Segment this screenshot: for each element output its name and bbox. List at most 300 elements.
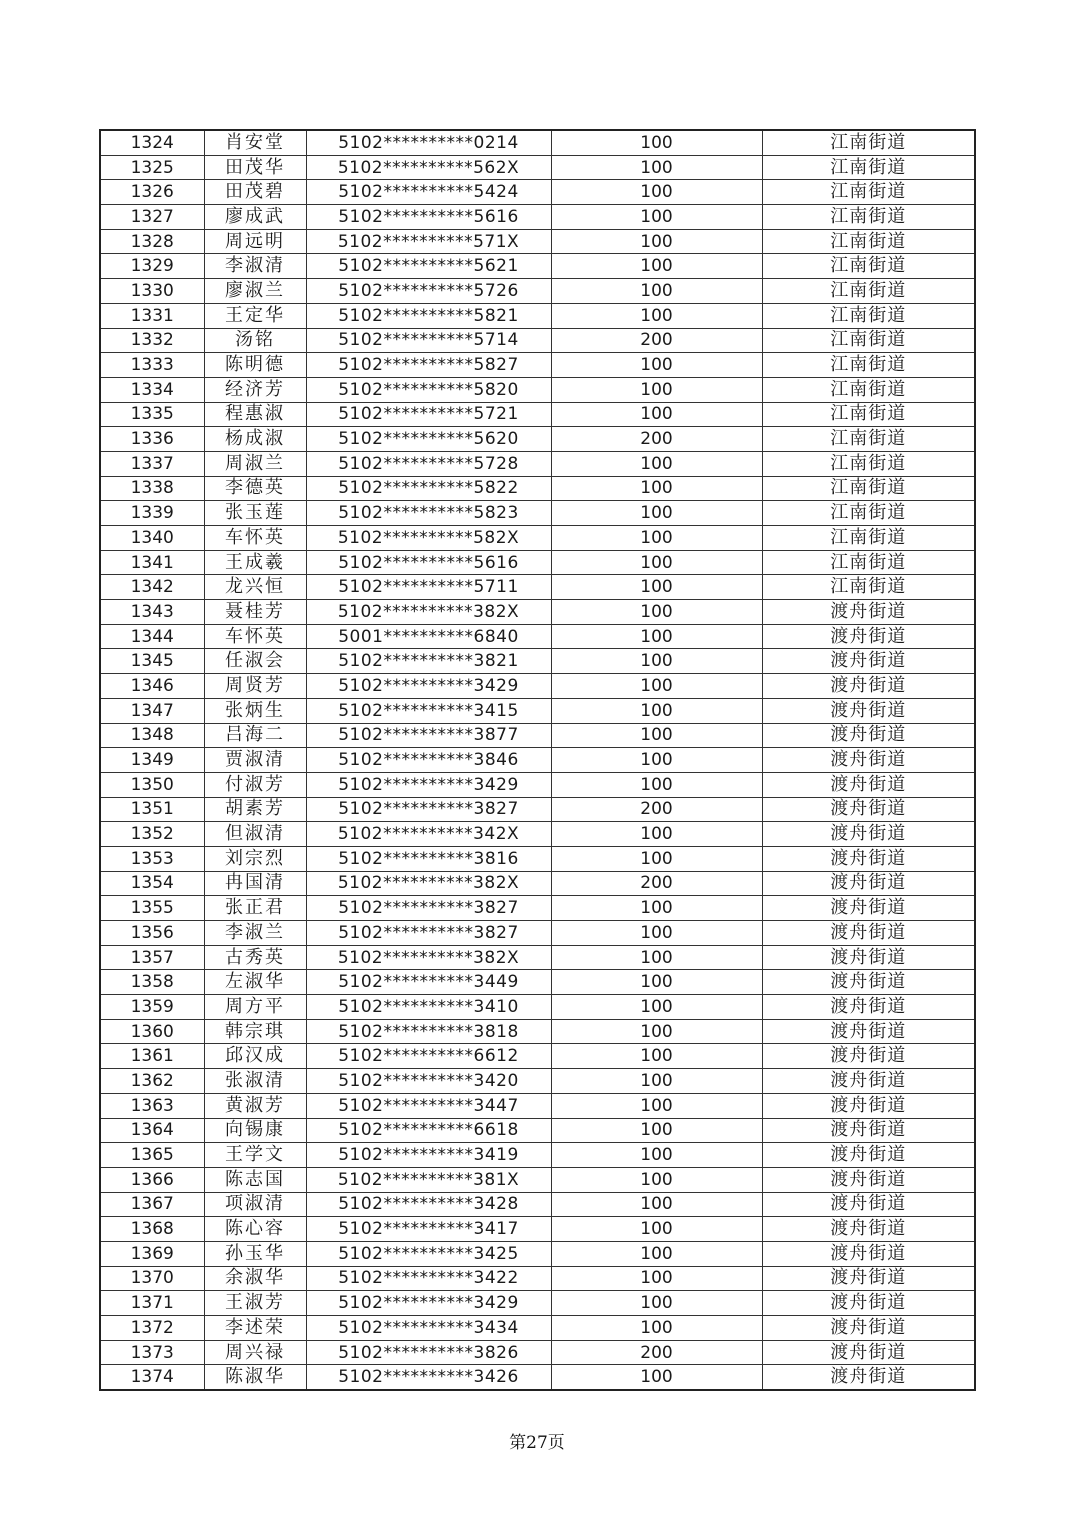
name-cell: 车怀英 (204, 624, 306, 649)
name-cell: 廖成武 (204, 205, 306, 230)
table-row (100, 501, 975, 526)
amount-cell: 100 (551, 674, 762, 699)
serial-number-cell: 1361 (100, 1044, 204, 1069)
id-card-cell: 5102**********381X (306, 1167, 551, 1192)
serial-number-cell: 1338 (100, 476, 204, 501)
name-cell: 经济芳 (204, 377, 306, 402)
serial-number-cell: 1374 (100, 1365, 204, 1390)
street-cell: 江南街道 (762, 451, 975, 476)
table-row (100, 723, 975, 748)
street-cell: 江南街道 (762, 155, 975, 180)
table-row (100, 1118, 975, 1143)
table-row (100, 674, 975, 699)
table-row (100, 1365, 975, 1390)
amount-cell: 200 (551, 797, 762, 822)
serial-number-cell: 1341 (100, 550, 204, 575)
serial-number-cell: 1329 (100, 254, 204, 279)
street-cell: 江南街道 (762, 377, 975, 402)
serial-number-cell: 1353 (100, 846, 204, 871)
name-cell: 程惠淑 (204, 402, 306, 427)
amount-cell: 200 (551, 427, 762, 452)
table-row (100, 1241, 975, 1266)
id-card-cell: 5102**********582X (306, 526, 551, 551)
serial-number-cell: 1368 (100, 1217, 204, 1242)
amount-cell: 100 (551, 772, 762, 797)
street-cell: 渡舟街道 (762, 748, 975, 773)
serial-number-cell: 1357 (100, 945, 204, 970)
id-card-cell: 5102**********3425 (306, 1241, 551, 1266)
serial-number-cell: 1351 (100, 797, 204, 822)
id-card-cell: 5102**********3447 (306, 1093, 551, 1118)
id-card-cell: 5102**********5820 (306, 377, 551, 402)
id-card-cell: 5102**********562X (306, 155, 551, 180)
table-row (100, 328, 975, 353)
serial-number-cell: 1346 (100, 674, 204, 699)
id-card-cell: 5102**********382X (306, 945, 551, 970)
street-cell: 江南街道 (762, 254, 975, 279)
serial-number-cell: 1328 (100, 229, 204, 254)
table-row (100, 1291, 975, 1316)
street-cell: 渡舟街道 (762, 1069, 975, 1094)
name-cell: 陈心容 (204, 1217, 306, 1242)
amount-cell: 100 (551, 1069, 762, 1094)
street-cell: 渡舟街道 (762, 698, 975, 723)
serial-number-cell: 1336 (100, 427, 204, 452)
id-card-cell: 5102**********342X (306, 822, 551, 847)
amount-cell: 100 (551, 476, 762, 501)
serial-number-cell: 1325 (100, 155, 204, 180)
street-cell: 渡舟街道 (762, 1143, 975, 1168)
street-cell: 渡舟街道 (762, 970, 975, 995)
serial-number-cell: 1364 (100, 1118, 204, 1143)
id-card-cell: 5102**********5616 (306, 550, 551, 575)
amount-cell: 100 (551, 575, 762, 600)
street-cell: 渡舟街道 (762, 1241, 975, 1266)
table-row (100, 1217, 975, 1242)
table-row (100, 1192, 975, 1217)
table-row (100, 1316, 975, 1341)
serial-number-cell: 1360 (100, 1019, 204, 1044)
name-cell: 胡素芳 (204, 797, 306, 822)
street-cell: 渡舟街道 (762, 649, 975, 674)
amount-cell: 100 (551, 945, 762, 970)
id-card-cell: 5001**********6840 (306, 624, 551, 649)
name-cell: 付淑芳 (204, 772, 306, 797)
name-cell: 张玉莲 (204, 501, 306, 526)
id-card-cell: 5102**********3419 (306, 1143, 551, 1168)
amount-cell: 100 (551, 205, 762, 230)
name-cell: 张正君 (204, 896, 306, 921)
table-row (100, 772, 975, 797)
name-cell: 陈志国 (204, 1167, 306, 1192)
name-cell: 车怀英 (204, 526, 306, 551)
name-cell: 张淑清 (204, 1069, 306, 1094)
street-cell: 江南街道 (762, 279, 975, 304)
id-card-cell: 5102**********3420 (306, 1069, 551, 1094)
amount-cell: 100 (551, 550, 762, 575)
id-card-cell: 5102**********3429 (306, 1291, 551, 1316)
id-card-cell: 5102**********3426 (306, 1365, 551, 1390)
page-number: 第27页 (509, 1433, 565, 1453)
amount-cell: 100 (551, 1316, 762, 1341)
street-cell: 渡舟街道 (762, 1019, 975, 1044)
name-cell: 陈明德 (204, 353, 306, 378)
amount-cell: 100 (551, 130, 762, 155)
name-cell: 冉国清 (204, 871, 306, 896)
street-cell: 江南街道 (762, 427, 975, 452)
id-card-cell: 5102**********3826 (306, 1340, 551, 1365)
serial-number-cell: 1348 (100, 723, 204, 748)
amount-cell: 100 (551, 1167, 762, 1192)
amount-cell: 100 (551, 1019, 762, 1044)
name-cell: 陈淑华 (204, 1365, 306, 1390)
table-row (100, 180, 975, 205)
name-cell: 项淑清 (204, 1192, 306, 1217)
amount-cell: 100 (551, 1044, 762, 1069)
id-card-cell: 5102**********3821 (306, 649, 551, 674)
table-row (100, 229, 975, 254)
amount-cell: 100 (551, 526, 762, 551)
table-row (100, 130, 975, 155)
serial-number-cell: 1347 (100, 698, 204, 723)
id-card-cell: 5102**********3429 (306, 674, 551, 699)
street-cell: 渡舟街道 (762, 1217, 975, 1242)
serial-number-cell: 1363 (100, 1093, 204, 1118)
roster-table-body (100, 130, 975, 1390)
amount-cell: 100 (551, 254, 762, 279)
name-cell: 余淑华 (204, 1266, 306, 1291)
id-card-cell: 5102**********5424 (306, 180, 551, 205)
name-cell: 贾淑清 (204, 748, 306, 773)
street-cell: 渡舟街道 (762, 1365, 975, 1390)
serial-number-cell: 1373 (100, 1340, 204, 1365)
street-cell: 渡舟街道 (762, 945, 975, 970)
table-row (100, 1069, 975, 1094)
id-card-cell: 5102**********6618 (306, 1118, 551, 1143)
table-row (100, 846, 975, 871)
serial-number-cell: 1358 (100, 970, 204, 995)
street-cell: 江南街道 (762, 180, 975, 205)
table-row (100, 921, 975, 946)
street-cell: 渡舟街道 (762, 772, 975, 797)
name-cell: 廖淑兰 (204, 279, 306, 304)
id-card-cell: 5102**********3410 (306, 995, 551, 1020)
table-row (100, 649, 975, 674)
amount-cell: 100 (551, 377, 762, 402)
table-row (100, 1044, 975, 1069)
amount-cell: 100 (551, 353, 762, 378)
amount-cell: 100 (551, 649, 762, 674)
id-card-cell: 5102**********3816 (306, 846, 551, 871)
amount-cell: 100 (551, 896, 762, 921)
serial-number-cell: 1352 (100, 822, 204, 847)
street-cell: 渡舟街道 (762, 1291, 975, 1316)
name-cell: 杨成淑 (204, 427, 306, 452)
id-card-cell: 5102**********3818 (306, 1019, 551, 1044)
serial-number-cell: 1370 (100, 1266, 204, 1291)
name-cell: 王成羲 (204, 550, 306, 575)
id-card-cell: 5102**********5821 (306, 303, 551, 328)
amount-cell: 100 (551, 279, 762, 304)
table-row (100, 1266, 975, 1291)
name-cell: 田茂碧 (204, 180, 306, 205)
table-row (100, 600, 975, 625)
amount-cell: 100 (551, 501, 762, 526)
table-row (100, 575, 975, 600)
amount-cell: 100 (551, 822, 762, 847)
street-cell: 渡舟街道 (762, 1266, 975, 1291)
street-cell: 江南街道 (762, 130, 975, 155)
id-card-cell: 5102**********3877 (306, 723, 551, 748)
serial-number-cell: 1354 (100, 871, 204, 896)
street-cell: 江南街道 (762, 353, 975, 378)
serial-number-cell: 1331 (100, 303, 204, 328)
street-cell: 渡舟街道 (762, 1316, 975, 1341)
name-cell: 韩宗琪 (204, 1019, 306, 1044)
serial-number-cell: 1334 (100, 377, 204, 402)
serial-number-cell: 1324 (100, 130, 204, 155)
table-row (100, 402, 975, 427)
street-cell: 江南街道 (762, 205, 975, 230)
amount-cell: 100 (551, 970, 762, 995)
serial-number-cell: 1330 (100, 279, 204, 304)
street-cell: 江南街道 (762, 575, 975, 600)
table-row (100, 451, 975, 476)
table-row (100, 427, 975, 452)
name-cell: 王学文 (204, 1143, 306, 1168)
table-row (100, 526, 975, 551)
name-cell: 汤铭 (204, 328, 306, 353)
name-cell: 张炳生 (204, 698, 306, 723)
id-card-cell: 5102**********5711 (306, 575, 551, 600)
amount-cell: 100 (551, 1118, 762, 1143)
table-row (100, 995, 975, 1020)
table-row (100, 1093, 975, 1118)
name-cell: 周方平 (204, 995, 306, 1020)
id-card-cell: 5102**********5621 (306, 254, 551, 279)
id-card-cell: 5102**********3827 (306, 896, 551, 921)
serial-number-cell: 1362 (100, 1069, 204, 1094)
table-row (100, 698, 975, 723)
serial-number-cell: 1359 (100, 995, 204, 1020)
name-cell: 龙兴恒 (204, 575, 306, 600)
street-cell: 江南街道 (762, 501, 975, 526)
id-card-cell: 5102**********3428 (306, 1192, 551, 1217)
street-cell: 渡舟街道 (762, 600, 975, 625)
serial-number-cell: 1340 (100, 526, 204, 551)
street-cell: 渡舟街道 (762, 797, 975, 822)
amount-cell: 100 (551, 748, 762, 773)
id-card-cell: 5102**********382X (306, 600, 551, 625)
id-card-cell: 5102**********3417 (306, 1217, 551, 1242)
street-cell: 江南街道 (762, 550, 975, 575)
name-cell: 王定华 (204, 303, 306, 328)
id-card-cell: 5102**********5827 (306, 353, 551, 378)
street-cell: 渡舟街道 (762, 995, 975, 1020)
id-card-cell: 5102**********5714 (306, 328, 551, 353)
amount-cell: 100 (551, 723, 762, 748)
id-card-cell: 5102**********5728 (306, 451, 551, 476)
serial-number-cell: 1344 (100, 624, 204, 649)
street-cell: 渡舟街道 (762, 1093, 975, 1118)
table-row (100, 353, 975, 378)
id-card-cell: 5102**********5823 (306, 501, 551, 526)
serial-number-cell: 1332 (100, 328, 204, 353)
id-card-cell: 5102**********6612 (306, 1044, 551, 1069)
amount-cell: 100 (551, 1192, 762, 1217)
serial-number-cell: 1350 (100, 772, 204, 797)
id-card-cell: 5102**********5726 (306, 279, 551, 304)
amount-cell: 100 (551, 303, 762, 328)
table-row (100, 303, 975, 328)
serial-number-cell: 1337 (100, 451, 204, 476)
name-cell: 李淑兰 (204, 921, 306, 946)
name-cell: 古秀英 (204, 945, 306, 970)
street-cell: 渡舟街道 (762, 846, 975, 871)
serial-number-cell: 1367 (100, 1192, 204, 1217)
amount-cell: 100 (551, 600, 762, 625)
serial-number-cell: 1345 (100, 649, 204, 674)
name-cell: 但淑清 (204, 822, 306, 847)
id-card-cell: 5102**********3846 (306, 748, 551, 773)
id-card-cell: 5102**********5616 (306, 205, 551, 230)
table-row (100, 550, 975, 575)
name-cell: 李淑清 (204, 254, 306, 279)
name-cell: 周淑兰 (204, 451, 306, 476)
name-cell: 肖安堂 (204, 130, 306, 155)
name-cell: 黄淑芳 (204, 1093, 306, 1118)
table-row (100, 1340, 975, 1365)
table-row (100, 970, 975, 995)
id-card-cell: 5102**********3827 (306, 797, 551, 822)
serial-number-cell: 1369 (100, 1241, 204, 1266)
amount-cell: 100 (551, 1266, 762, 1291)
name-cell: 向锡康 (204, 1118, 306, 1143)
serial-number-cell: 1366 (100, 1167, 204, 1192)
name-cell: 孙玉华 (204, 1241, 306, 1266)
serial-number-cell: 1335 (100, 402, 204, 427)
street-cell: 渡舟街道 (762, 871, 975, 896)
name-cell: 李德英 (204, 476, 306, 501)
table-row (100, 377, 975, 402)
id-card-cell: 5102**********0214 (306, 130, 551, 155)
amount-cell: 100 (551, 451, 762, 476)
id-card-cell: 5102**********3429 (306, 772, 551, 797)
serial-number-cell: 1365 (100, 1143, 204, 1168)
table-row (100, 797, 975, 822)
serial-number-cell: 1326 (100, 180, 204, 205)
name-cell: 聂桂芳 (204, 600, 306, 625)
id-card-cell: 5102**********382X (306, 871, 551, 896)
serial-number-cell: 1343 (100, 600, 204, 625)
id-card-cell: 5102**********5721 (306, 402, 551, 427)
table-row (100, 1167, 975, 1192)
table-row (100, 1019, 975, 1044)
serial-number-cell: 1339 (100, 501, 204, 526)
amount-cell: 100 (551, 1241, 762, 1266)
street-cell: 江南街道 (762, 476, 975, 501)
amount-cell: 100 (551, 921, 762, 946)
street-cell: 江南街道 (762, 402, 975, 427)
table-row (100, 748, 975, 773)
id-card-cell: 5102**********3422 (306, 1266, 551, 1291)
table-row (100, 896, 975, 921)
serial-number-cell: 1342 (100, 575, 204, 600)
name-cell: 王淑芳 (204, 1291, 306, 1316)
serial-number-cell: 1355 (100, 896, 204, 921)
id-card-cell: 5102**********3415 (306, 698, 551, 723)
amount-cell: 200 (551, 1340, 762, 1365)
amount-cell: 100 (551, 995, 762, 1020)
street-cell: 江南街道 (762, 328, 975, 353)
name-cell: 邱汉成 (204, 1044, 306, 1069)
street-cell: 江南街道 (762, 229, 975, 254)
table-row (100, 254, 975, 279)
name-cell: 周远明 (204, 229, 306, 254)
amount-cell: 100 (551, 846, 762, 871)
street-cell: 渡舟街道 (762, 1167, 975, 1192)
street-cell: 江南街道 (762, 303, 975, 328)
serial-number-cell: 1327 (100, 205, 204, 230)
street-cell: 渡舟街道 (762, 1340, 975, 1365)
id-card-cell: 5102**********3827 (306, 921, 551, 946)
amount-cell: 100 (551, 1365, 762, 1390)
table-row (100, 871, 975, 896)
street-cell: 渡舟街道 (762, 896, 975, 921)
amount-cell: 100 (551, 624, 762, 649)
amount-cell: 100 (551, 698, 762, 723)
amount-cell: 200 (551, 328, 762, 353)
name-cell: 任淑会 (204, 649, 306, 674)
serial-number-cell: 1371 (100, 1291, 204, 1316)
name-cell: 李述荣 (204, 1316, 306, 1341)
amount-cell: 100 (551, 1093, 762, 1118)
name-cell: 周贤芳 (204, 674, 306, 699)
id-card-cell: 5102**********571X (306, 229, 551, 254)
amount-cell: 100 (551, 180, 762, 205)
street-cell: 渡舟街道 (762, 1118, 975, 1143)
table-row (100, 822, 975, 847)
table-row (100, 205, 975, 230)
amount-cell: 200 (551, 871, 762, 896)
name-cell: 田茂华 (204, 155, 306, 180)
amount-cell: 100 (551, 1291, 762, 1316)
street-cell: 渡舟街道 (762, 674, 975, 699)
street-cell: 渡舟街道 (762, 723, 975, 748)
table-row (100, 624, 975, 649)
street-cell: 渡舟街道 (762, 1192, 975, 1217)
serial-number-cell: 1333 (100, 353, 204, 378)
amount-cell: 100 (551, 1217, 762, 1242)
table-row (100, 279, 975, 304)
id-card-cell: 5102**********5822 (306, 476, 551, 501)
street-cell: 江南街道 (762, 526, 975, 551)
street-cell: 渡舟街道 (762, 822, 975, 847)
id-card-cell: 5102**********3449 (306, 970, 551, 995)
amount-cell: 100 (551, 1143, 762, 1168)
amount-cell: 100 (551, 402, 762, 427)
amount-cell: 100 (551, 155, 762, 180)
table-row (100, 155, 975, 180)
serial-number-cell: 1356 (100, 921, 204, 946)
street-cell: 渡舟街道 (762, 1044, 975, 1069)
name-cell: 吕海二 (204, 723, 306, 748)
street-cell: 渡舟街道 (762, 921, 975, 946)
name-cell: 刘宗烈 (204, 846, 306, 871)
table-row (100, 476, 975, 501)
name-cell: 周兴禄 (204, 1340, 306, 1365)
street-cell: 渡舟街道 (762, 624, 975, 649)
